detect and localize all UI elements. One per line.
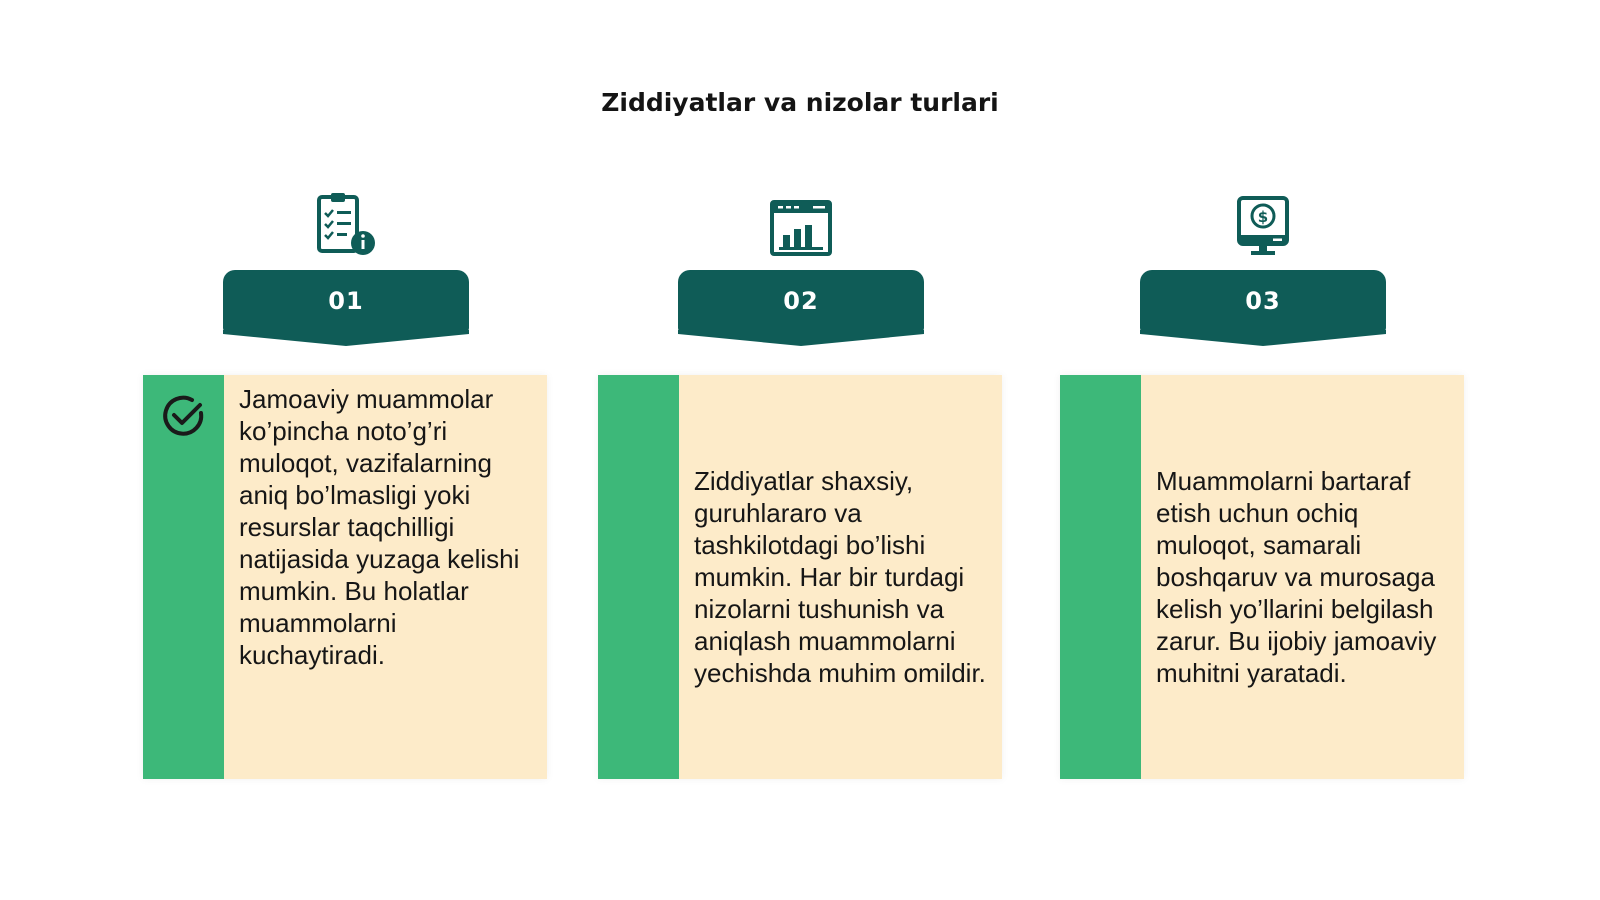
- accent-bar: [1060, 375, 1141, 779]
- content-card-1: [143, 375, 547, 779]
- step-number: 02: [783, 287, 819, 315]
- monitor-dollar-icon: [1140, 185, 1386, 257]
- content-card-2: [598, 375, 1002, 779]
- check-circle-icon: [161, 393, 207, 439]
- bar-chart-window-icon: [678, 185, 924, 257]
- step-banner-2: [678, 270, 924, 332]
- content-card-3: [1060, 375, 1464, 779]
- page-title: Ziddiyatlar va nizolar turlari: [601, 88, 999, 117]
- step-number: 01: [328, 287, 364, 315]
- item-column-3: [1060, 185, 1464, 779]
- accent-bar: [598, 375, 679, 779]
- accent-bar: [143, 375, 224, 779]
- item-column-2: [598, 185, 1002, 779]
- card-text: Jamoaviy muammolar ko’pincha noto’g’ri muloqot, vazifalarning aniq bo’lmasligi yoki resurslar taqchilligi natijasida yuzaga kelishi mumkin. Bu holatlar muammolarni kuchaytiradi.: [239, 384, 520, 670]
- item-column-1: [143, 185, 547, 779]
- card-text: Ziddiyatlar shaxsiy, guruhlararo va tashkilotdagi bo’lishi mumkin. Har bir turdagi nizolarni tushunish va aniqlash muammolarni yechishda muhim omildir.: [694, 466, 986, 688]
- step-banner-1: [223, 270, 469, 332]
- svg-text:$: $: [1257, 208, 1269, 226]
- step-banner-3: [1140, 270, 1386, 332]
- clipboard-checklist-info-icon: [223, 185, 469, 257]
- card-text: Muammolarni bartaraf etish uchun ochiq muloqot, samarali boshqaruv va murosaga kelish yo’llarini belgilash zarur. Bu ijobiy jamoaviy muhitni yaratadi.: [1156, 466, 1437, 688]
- step-number: 03: [1245, 287, 1281, 315]
